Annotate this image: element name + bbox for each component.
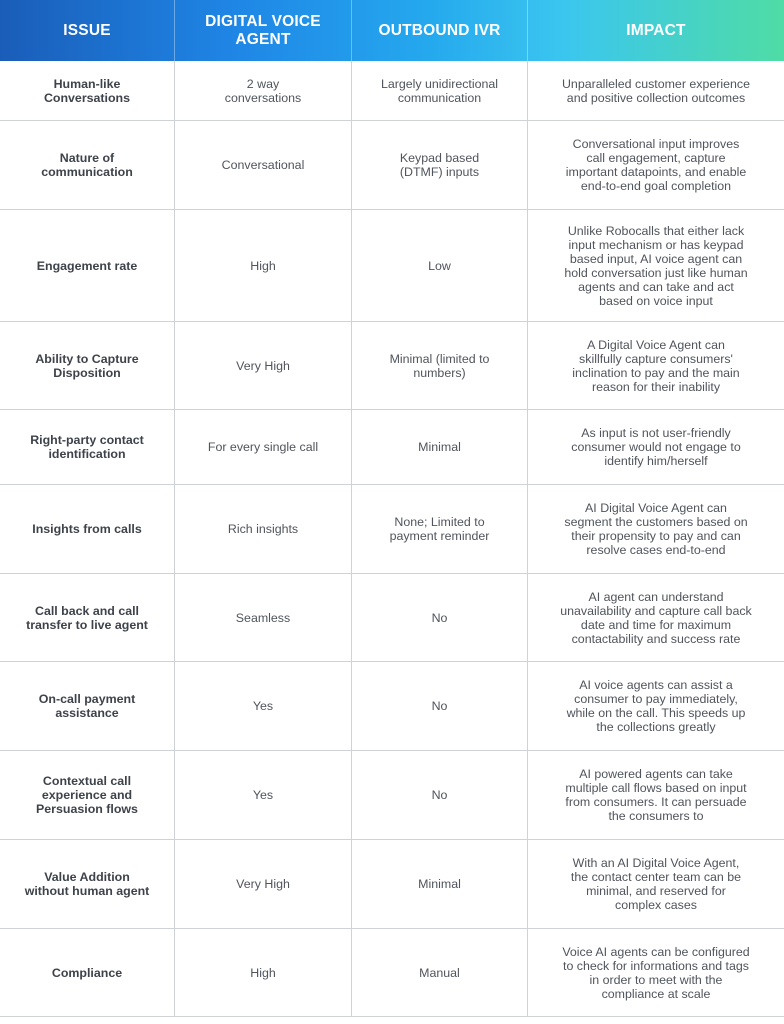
issue-cell: Human-like Conversations <box>0 61 175 120</box>
digital-voice-agent-cell: Seamless <box>175 574 352 661</box>
outbound-ivr-cell: Minimal (limited to numbers) <box>352 322 528 409</box>
outbound-ivr-cell: Keypad based (DTMF) inputs <box>352 121 528 209</box>
outbound-ivr-cell: Minimal <box>352 840 528 928</box>
outbound-ivr-cell: Largely unidirectional communication <box>352 61 528 120</box>
issue-cell: Call back and call transfer to live agent <box>0 574 175 661</box>
table-row <box>0 840 784 929</box>
header-impact: IMPACT <box>626 21 686 39</box>
issue-cell: Value Addition without human agent <box>0 840 175 928</box>
impact-cell: AI agent can understand unavailability and capture call back date and time for maximum contactability and success rate <box>560 589 752 646</box>
table-header <box>0 0 784 61</box>
digital-voice-agent-cell: High <box>175 929 352 1016</box>
issue-cell: Ability to Capture Disposition <box>0 322 175 409</box>
impact-cell: Conversational input improves call engagement, capture important datapoints, and enable end-to-end goal completion <box>565 137 747 193</box>
table-body <box>0 61 784 1017</box>
impact-cell: As input is not user-friendly consumer would not engage to identify him/herself <box>571 426 741 468</box>
outbound-ivr-cell: Minimal <box>352 410 528 484</box>
outbound-ivr-cell: No <box>352 662 528 750</box>
digital-voice-agent-cell: Very High <box>175 840 352 928</box>
digital-voice-agent-cell: Conversational <box>175 121 352 209</box>
digital-voice-agent-cell: Rich insights <box>175 485 352 573</box>
table-row <box>0 485 784 574</box>
table-row <box>0 662 784 751</box>
outbound-ivr-cell: Low <box>352 210 528 321</box>
issue-cell: On-call payment assistance <box>0 662 175 750</box>
digital-voice-agent-cell: Yes <box>175 751 352 839</box>
issue-cell: Contextual call experience and Persuasion flows <box>0 751 175 839</box>
outbound-ivr-cell: None; Limited to payment reminder <box>352 485 528 573</box>
outbound-ivr-cell: Manual <box>352 929 528 1016</box>
digital-voice-agent-cell: For every single call <box>175 410 352 484</box>
impact-cell: Unlike Robocalls that either lack input mechanism or has keypad based input, AI voice agent can hold conversation just like human agents and can take and act based on voice input <box>564 223 748 308</box>
digital-voice-agent-cell: High <box>175 210 352 321</box>
impact-cell: AI voice agents can assist a consumer to pay immediately, while on the call. This speeds up the collections greatly <box>566 678 746 734</box>
issue-cell: Right-party contact identification <box>0 410 175 484</box>
issue-cell: Engagement rate <box>0 210 175 321</box>
impact-cell: A Digital Voice Agent can skillfully capture consumers' inclination to pay and the main reason for their inability <box>572 337 740 394</box>
table-row <box>0 61 784 121</box>
header-issue: ISSUE <box>0 0 175 61</box>
impact-cell: AI powered agents can take multiple call flows based on input from consumers. It can persuade the consumers to <box>565 767 747 823</box>
digital-voice-agent-cell: 2 way conversations <box>175 61 352 120</box>
digital-voice-agent-cell: Very High <box>175 322 352 409</box>
outbound-ivr-cell: No <box>352 574 528 661</box>
impact-cell: Voice AI agents can be configured to check for informations and tags in order to meet with the compliance at scale <box>562 944 750 1001</box>
impact-cell: AI Digital Voice Agent can segment the customers based on their propensity to pay and can resolve cases end-to-end <box>564 501 748 557</box>
header-outbound-ivr: OUTBOUND IVR <box>352 0 528 61</box>
issue-cell: Compliance <box>0 929 175 1016</box>
issue-cell: Nature of communication <box>0 121 175 209</box>
issue-cell: Insights from calls <box>0 485 175 573</box>
table-row <box>0 322 784 410</box>
impact-cell: With an AI Digital Voice Agent, the contact center team can be minimal, and reserved for complex cases <box>570 856 742 912</box>
table-row <box>0 121 784 210</box>
impact-cell: Unparalleled customer experience and positive collection outcomes <box>561 76 751 105</box>
digital-voice-agent-cell: Yes <box>175 662 352 750</box>
outbound-ivr-cell: No <box>352 751 528 839</box>
header-digital-voice-agent: DIGITAL VOICE AGENT <box>175 0 352 61</box>
table-row <box>0 929 784 1017</box>
table-row <box>0 574 784 662</box>
table-row <box>0 210 784 322</box>
table-row <box>0 751 784 840</box>
table-row <box>0 410 784 485</box>
